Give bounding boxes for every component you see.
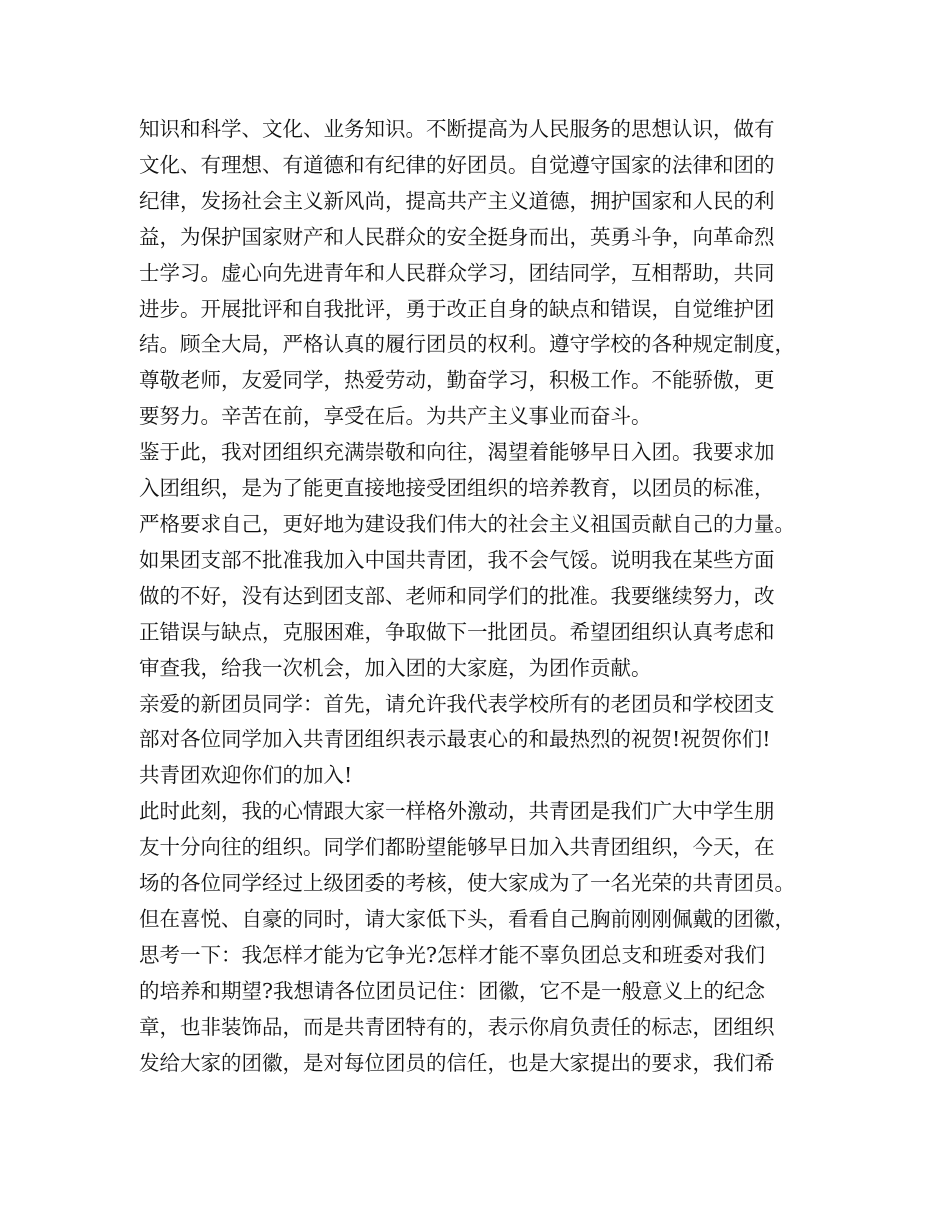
text-line: 尊敬老师，友爱同学，热爱劳动，勤奋学习，积极工作。不能骄傲，更 bbox=[139, 368, 775, 393]
text-line: 结。顾全大局，严格认真的履行团员的权利。遵守学校的各种规定制度， bbox=[139, 332, 795, 357]
text-line: 文化、有理想、有道德和有纪律的好团员。自觉遵守国家的法律和团的 bbox=[139, 152, 775, 177]
paragraph-1 bbox=[139, 112, 819, 435]
text-line: 士学习。虚心向先进青年和人民群众学习，团结同学，互相帮助，共同 bbox=[139, 260, 775, 285]
text-line: 正错误与缺点，克服困难，争取做下一批团员。希望团组织认真考虑和 bbox=[139, 619, 775, 644]
text-line: 共青团欢迎你们的加入! bbox=[139, 763, 353, 788]
text-line: 部对各位同学加入共青团组织表示最衷心的和最热烈的祝贺!祝贺你们! bbox=[139, 727, 771, 752]
text-line: 进步。开展批评和自我批评，勇于改正自身的缺点和错误，自觉维护团 bbox=[139, 296, 775, 321]
text-line: 的培养和期望?我想请各位团员记住：团徽，它不是一般意义上的纪念 bbox=[139, 978, 765, 1003]
text-line: 亲爱的新团员同学：首先，请允许我代表学校所有的老团员和学校团支 bbox=[139, 691, 775, 716]
text-line: 思考一下：我怎样才能为它争光?怎样才能不辜负团总支和班委对我们 bbox=[139, 942, 765, 967]
text-line: 益，为保护国家财产和人民群众的安全挺身而出，英勇斗争，向革命烈 bbox=[139, 224, 775, 249]
text-line: 鉴于此，我对团组织充满崇敬和向往，渴望着能够早日入团。我要求加 bbox=[139, 440, 775, 465]
text-line: 审查我，给我一次机会，加入团的大家庭，为团作贡献。 bbox=[139, 655, 652, 680]
text-line: 知识和科学、文化、业务知识。不断提高为人民服务的思想认识，做有 bbox=[139, 117, 775, 141]
document-page bbox=[139, 112, 819, 1081]
text-line: 章，也非装饰品，而是共青团特有的，表示你肩负责任的标志，团组织 bbox=[139, 1014, 775, 1039]
text-line: 如果团支部不批准我加入中国共青团，我不会气馁。说明我在某些方面 bbox=[139, 547, 775, 572]
paragraph-3 bbox=[139, 687, 819, 795]
text-line: 场的各位同学经过上级团委的考核，使大家成为了一名光荣的共青团员。 bbox=[139, 871, 795, 896]
paragraph-4 bbox=[139, 794, 819, 1081]
text-line: 严格要求自己，更好地为建设我们伟大的社会主义祖国贡献自己的力量。 bbox=[139, 511, 795, 536]
text-line: 发给大家的团徽，是对每位团员的信任，也是大家提出的要求，我们希 bbox=[139, 1050, 775, 1075]
text-line: 但在喜悦、自豪的同时，请大家低下头，看看自己胸前刚刚佩戴的团徽， bbox=[139, 906, 795, 931]
text-line: 做的不好，没有达到团支部、老师和同学们的批准。我要继续努力，改 bbox=[139, 583, 775, 608]
text-line: 纪律，发扬社会主义新风尚，提高共产主义道德，拥护国家和人民的利 bbox=[139, 188, 775, 213]
text-line: 友十分向往的组织。同学们都盼望能够早日加入共青团组织，今天，在 bbox=[139, 835, 775, 860]
paragraph-2 bbox=[139, 435, 819, 686]
text-line: 要努力。辛苦在前，享受在后。为共产主义事业而奋斗。 bbox=[139, 404, 652, 429]
text-line: 此时此刻，我的心情跟大家一样格外激动，共青团是我们广大中学生朋 bbox=[139, 799, 775, 824]
text-line: 入团组织，是为了能更直接地接受团组织的培养教育，以团员的标准， bbox=[139, 476, 775, 501]
